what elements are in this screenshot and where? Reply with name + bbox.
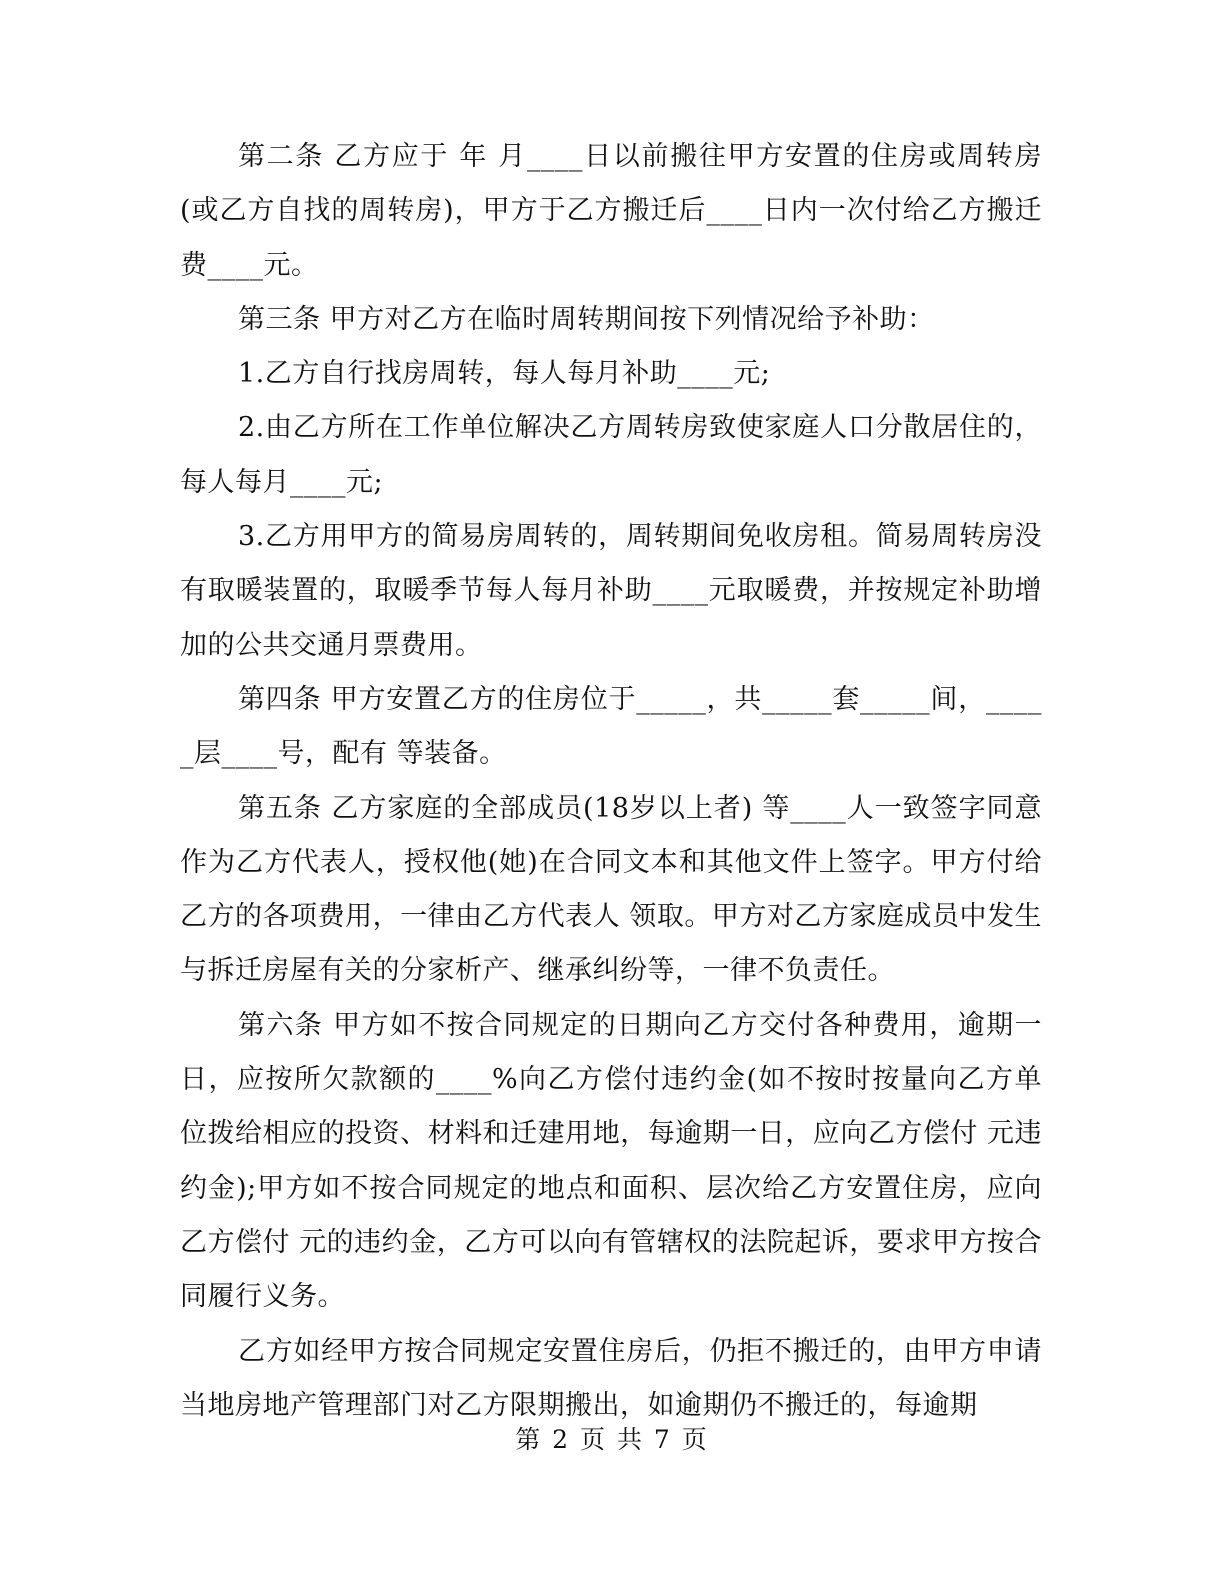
article-4-paragraph: 第四条 甲方安置乙方的住房位于_____，共_____套_____间，_____层____号，配有 等装备。 — [180, 683, 1042, 770]
article-2-paragraph: 第二条 乙方应于 年 月____日以前搬往甲方安置的住房或周转房(或乙方自找的周转房)，甲方于乙方搬迁后____日内一次付给乙方搬迁费____元。 — [180, 141, 1042, 281]
article-3-item-3: 3.乙方用甲方的简易房周转的，周转期间免收房租。简易周转房没有取暖装置的，取暖季节每人每月补助____元取暖费，并按规定补助增加的公共交通月票费用。 — [180, 521, 1042, 661]
document-body — [180, 130, 1042, 1433]
article-5-paragraph: 第五条 乙方家庭的全部成员(18岁以上者) 等____人一致签字同意 作为乙方代表人，授权他(她)在合同文本和其他文件上签字。甲方付给乙方的各项费用，一律由乙方代表人 领取。甲方对乙方家庭成员中发生与拆迁房屋有关的分家析产、继承纠纷等，一律不负责任。 — [180, 792, 1042, 987]
page-number-footer: 第 2 页 共 7 页 — [515, 1425, 709, 1454]
article-6-paragraph: 第六条 甲方如不按合同规定的日期向乙方交付各种费用，逾期一日，应按所欠款额的____%向乙方偿付违约金(如不按时按量向乙方单位拨给相应的投资、材料和迁建用地，每逾期一日，应向乙方偿付 元违约金);甲方如不按合同规定的地点和面积、层次给乙方安置住房，应向乙方偿付 元的违约金，乙方可以向有管辖权的法院起诉，要求甲方按合同履行义务。 — [180, 1009, 1042, 1313]
article-3-paragraph: 第三条 甲方对乙方在临时周转期间按下列情况给予补助： — [238, 303, 935, 335]
article-3-item-1: 1.乙方自行找房周转，每人每月补助____元; — [238, 358, 771, 390]
article-6-continuation: 乙方如经甲方按合同规定安置住房后，仍拒不搬迁的，由甲方申请当地房地产管理部门对乙方限期搬出，如逾期仍不搬迁的，每逾期 — [180, 1335, 1042, 1421]
article-3-item-2: 2.由乙方所在工作单位解决乙方周转房致使家庭人口分散居住的，每人每月____元; — [180, 412, 1042, 498]
